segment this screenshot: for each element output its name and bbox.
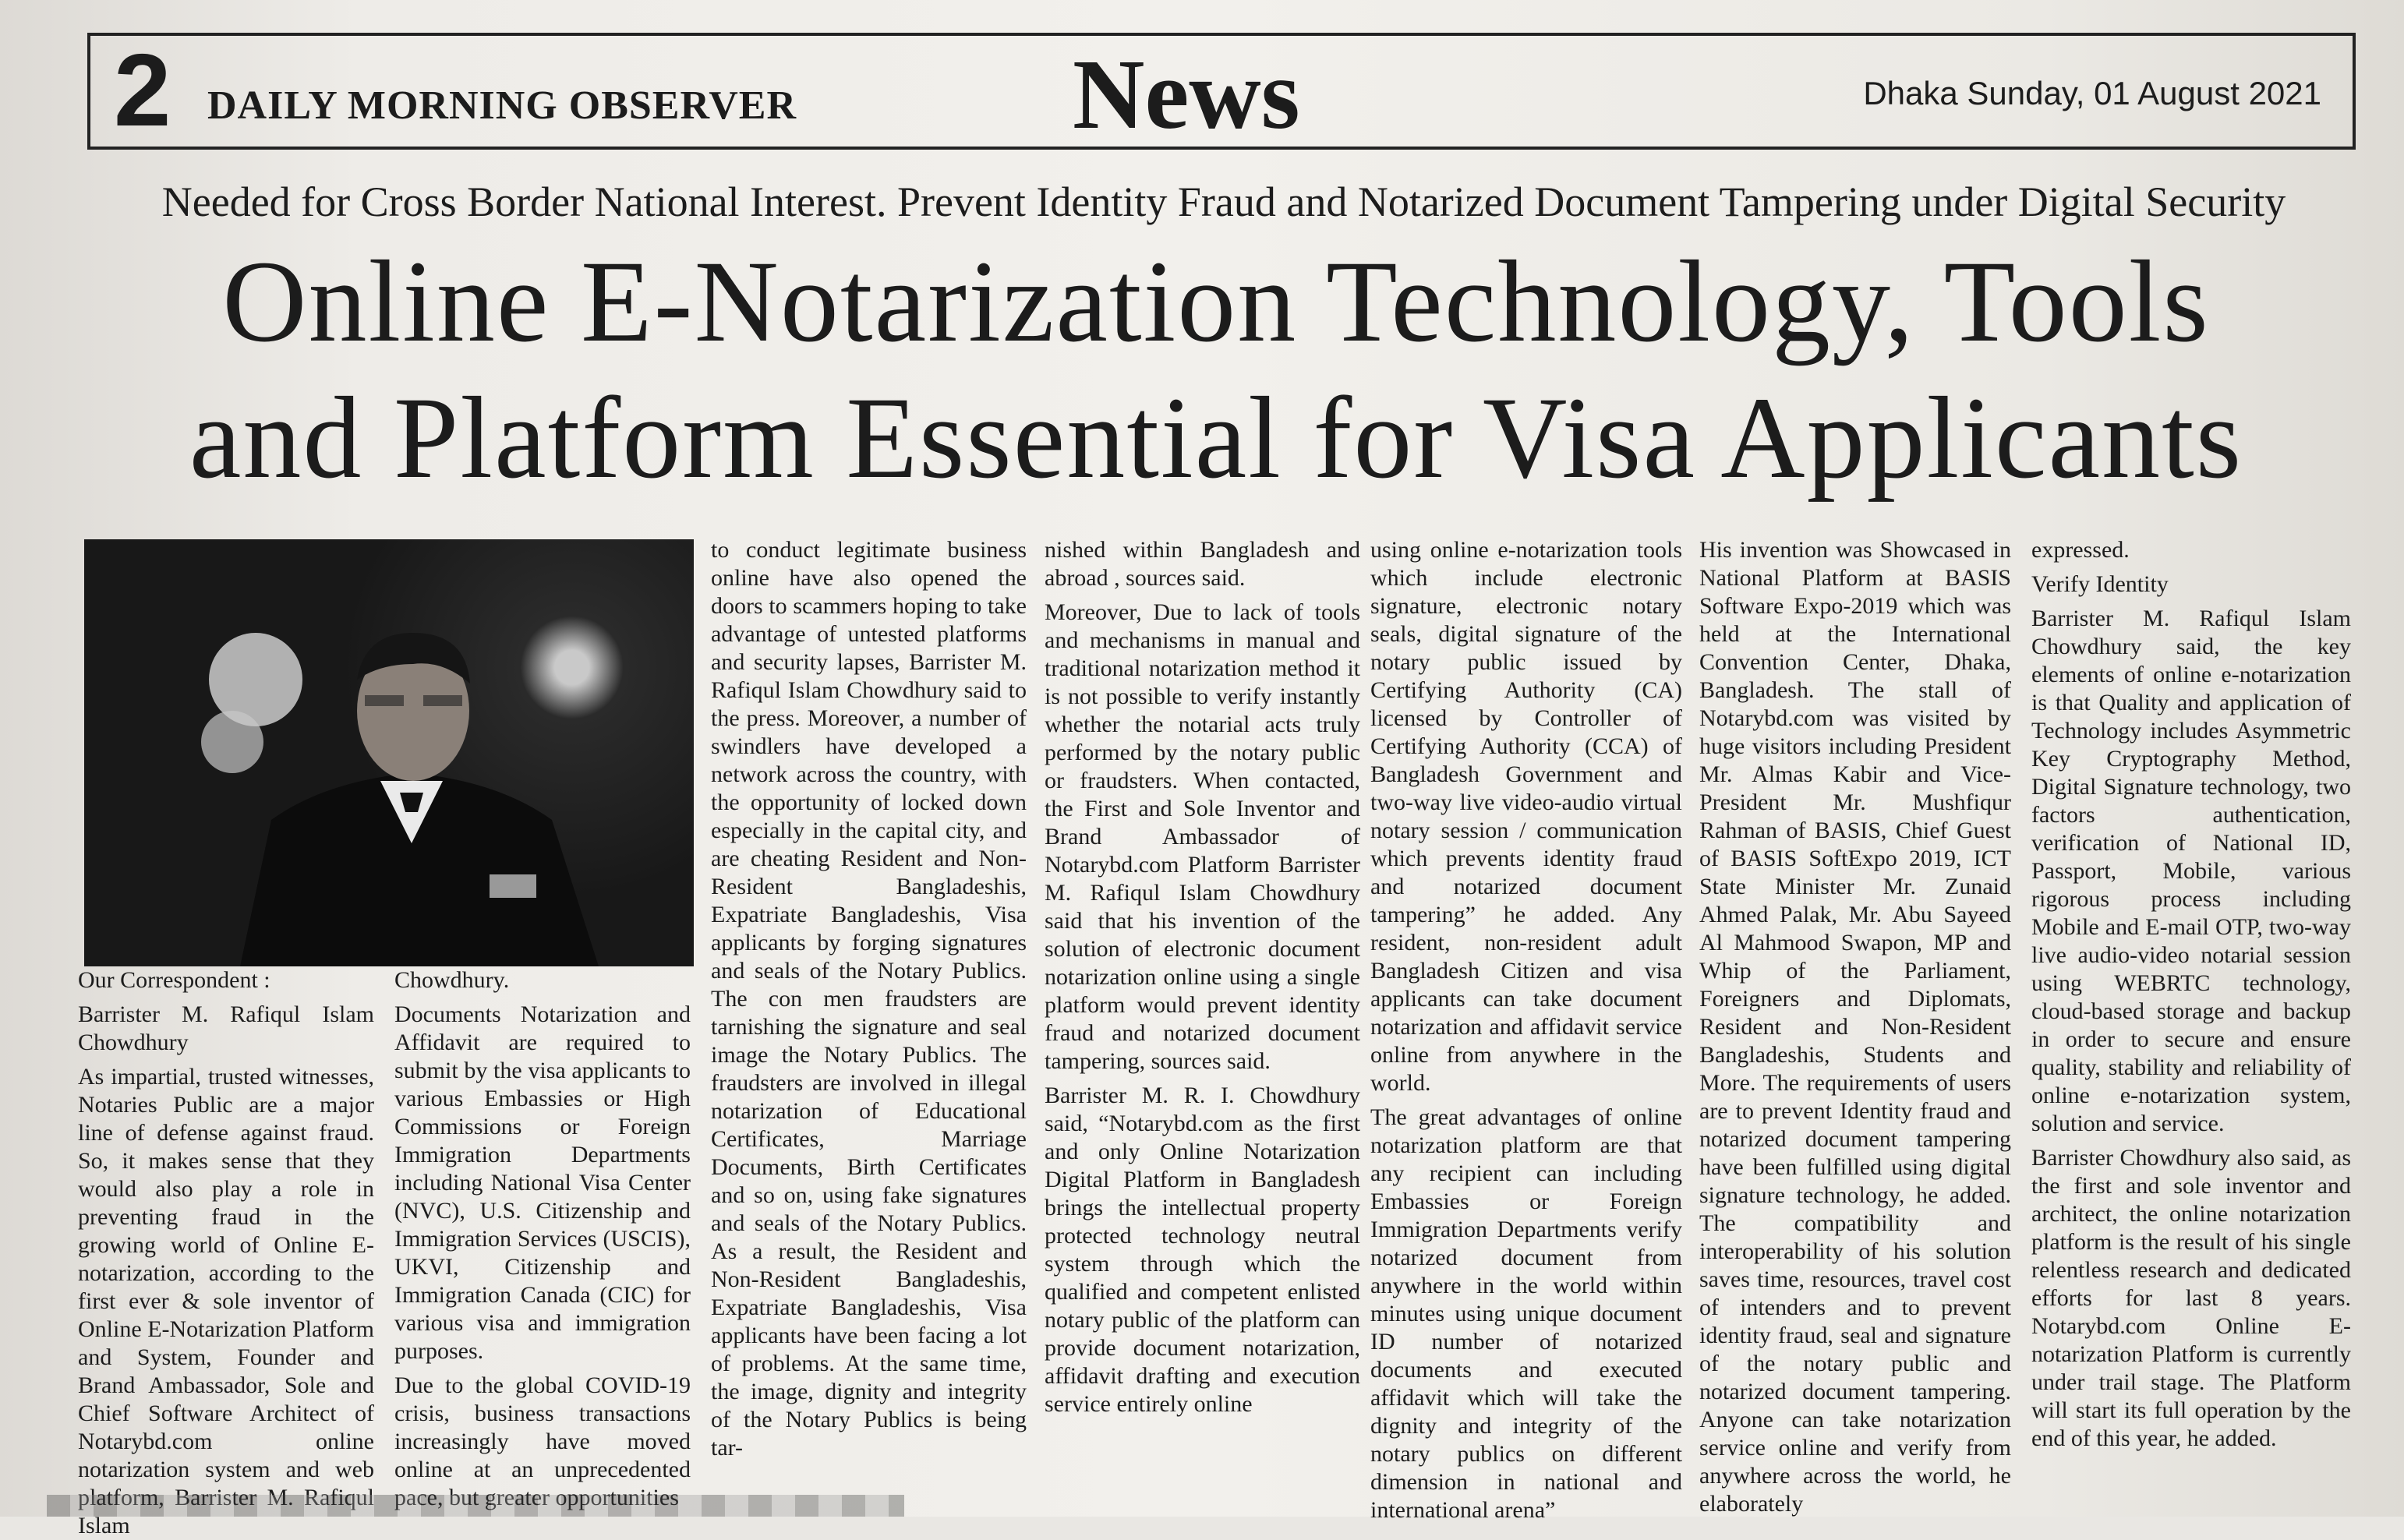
column-7-para-3: Barrister M. Rafiqul Islam Chowdhury said, the key elements of online e-notarization is that Quality and application of Technology includes Asymmetric Key Cryptography Method, Digital Signature technology, two factors authentication, verification of National ID, Passport, Mobile, various rigorous process including Mobile and E-mail OTP, two-way live audio-video notarial session using WEBRTC technology, cloud-based storage and backup in order to secure and ensure quality, stability and reliability of online e-notarization system, solution and service. [2031,606,2351,1136]
dateline: Dhaka Sunday, 01 August 2021 [1863,75,2321,111]
column-4-para-1: nished within Bangladesh and abroad , sources said. [1045,537,1360,591]
byline-label: Our Correspondent : [78,967,270,993]
column-1-text: As impartial, trusted witnesses, Notaries Public are a major line of defense against fraud. So, it makes sense that they would also play a role in preventing fraud in the growing world of Online E-notarization, according to the first ever & sole inventor of Online E-Notarization Platform and System, Founder and Brand Ambassador, Sole and Chief Software Architect of Notarybd.com online notarization system and web platform, Barrister M. Rafiqul Islam [78,1064,374,1538]
headline-line-1: Online E-Notarization Technology, Tools [222,237,2210,366]
column-3-text: to conduct legitimate business online have also opened the doors to scammers hoping to take advantage of untested platforms and security lapses, Barrister M. Rafiqul Islam Chowdhury said to the press. Moreover, a number of swindlers have developed a network across the country, with the opportunity of locked down especially in the capital city, and are cheating Resident and Non-Resident Bangladeshis, Expatriate Bangladeshis, Visa applicants by forging signatures and seals of the Notary Publics. The con men fraudsters are tarnishing the signature and seal image the Notary Publics. The fraudsters are involved in illegal notarization of Educational Certificates, Marriage Documents, Birth Certificates and so on, using fake signatures and seals of the Notary Publics. As a result, the Resident and Non-Resident Bangladeshis, Expatriate Bangladeshis, Visa applicants have been facing a lot of problems. At the same time, the image, dignity and integrity of the Notary Publics is being tar- [711,537,1027,1461]
article-column-3 [711,536,1027,1512]
column-4-para-2: Moreover, Due to lack of tools and mechanisms in manual and traditional notarization method it is not possible to verify instantly whether the notarial acts truly performed by the notary public or fraudsters. When contacted, the First and Sole Inventor and Brand Ambassador of Notarybd.com Platform Barrister M. Rafiqul Islam Chowdhury said that his invention of the solution of electronic document notarization online using a single platform would prevent identity fraud and notarized document tampering, sources said. [1045,599,1360,1074]
article-column-7 [2031,536,2351,1512]
page-number: 2 [114,33,171,147]
paper-name: DAILY MORNING OBSERVER [207,83,797,128]
author-photo [84,539,694,966]
column-7-para-1: expressed. [2031,537,2130,563]
column-6-text: His invention was Showcased in National Platform at BASIS Software Expo-2019 which was held at the International Convention Center, Dhaka, Bangladesh. The stall of Notarybd.com was visited by huge visitors including President Mr. Almas Kabir and Vice-President Mr. Mushfiqur Rahman of BASIS, Chief Guest of BASIS SoftExpo 2019, ICT State Minister Mr. Zunaid Ahmed Palak, Mr. Abu Sayeed Al Mahmood Swapon, MP and Whip of the Parliament, Foreigners and Diplomats, Resident and Non-Resident Bangladeshis, Students and More. The requirements of users are to prevent Identity fraud and notarized document tampering have been fulfilled using digital signature technology, he added. The compatibility and interoperability of his solution saves time, resources, travel cost of intenders and to prevent identity fraud, seal and signature of the notary public and notarized document tampering. Anyone can take notarization service online and verify from anywhere across the world, he elaborately [1699,537,2011,1517]
next-article-strip [47,1495,904,1517]
article-column-2 [394,966,691,1512]
kicker-subheadline: Needed for Cross Border National Interest. Prevent Identity Fraud and Notarized Document Tampering under Digital Security [161,178,2286,225]
article-column-1 [78,966,374,1538]
column-5-para-1: using online e-notarization tools which include electronic signature, electronic notary seals, digital signature of the notary public issued by Certifying Authority (CA) licensed by Controller of Certifying Authority (CCA) of Bangladesh Government and two-way live video-audio virtual notary session / communication which prevents identity fraud and notarized document tampering” he added. Any resident, non-resident adult Bangladesh Citizen and visa applicants can take document notarization and affidavit service online from anywhere in the world. [1370,537,1682,1096]
article-column-5 [1370,536,1682,1523]
masthead [87,33,2356,150]
article-column-4 [1045,536,1360,1512]
column-4-para-3: Barrister M. R. I. Chowdhury said, “Notarybd.com as the first and only Online Notarization Digital Platform in Bangladesh brings the intellectual property protected technology neutral system through which the qualified and competent enlisted notary public of the platform can provide document notarization, affidavit drafting and execution service entirely online [1045,1083,1360,1417]
byline-name: Barrister M. Rafiqul Islam Chowdhury [78,1001,374,1055]
article-column-6 [1699,536,2011,1517]
column-7-subhead: Verify Identity [2031,571,2169,597]
column-2-para-2: Documents Notarization and Affidavit are required to submit by the visa applicants to various Embassies or High Commissions or Foreign Immigration Departments including National Visa Center (NVC), U.S. Citizenship and Immigration Services (USCIS), UKVI, Citizenship and Immigration Canada (CIC) for various visa and immigration purposes. [394,1001,691,1364]
column-5-para-2: The great advantages of online notarization platform are that any recipient can including Embassies or Foreign Immigration Departments verify notarized document from anywhere in the world within minutes using unique document ID number of notarized documents and executed affidavit which will take the dignity and integrity of the notary publics on different dimension in national and international arena” [1370,1104,1682,1523]
section-title: News [1073,39,1300,150]
headline-line-2: and Platform Essential for Visa Applicants [189,373,2243,503]
column-2-para-3: Due to the global COVID-19 crisis, business transactions increasingly have moved online at an unprecedented pace, but greater opportunities [394,1372,691,1510]
column-7-para-4: Barrister Chowdhury also said, as the first and sole inventor and architect, the online notarization platform is the result of his single relentless research and dedicated efforts for last 8 years. Notarybd.com Online E-notarization Platform is currently under trail stage. The Platform will start its full operation by the end of this year, he added. [2031,1145,2351,1451]
headline [94,234,2339,507]
person-portrait-icon [209,586,645,966]
column-2-para-1: Chowdhury. [394,967,510,993]
